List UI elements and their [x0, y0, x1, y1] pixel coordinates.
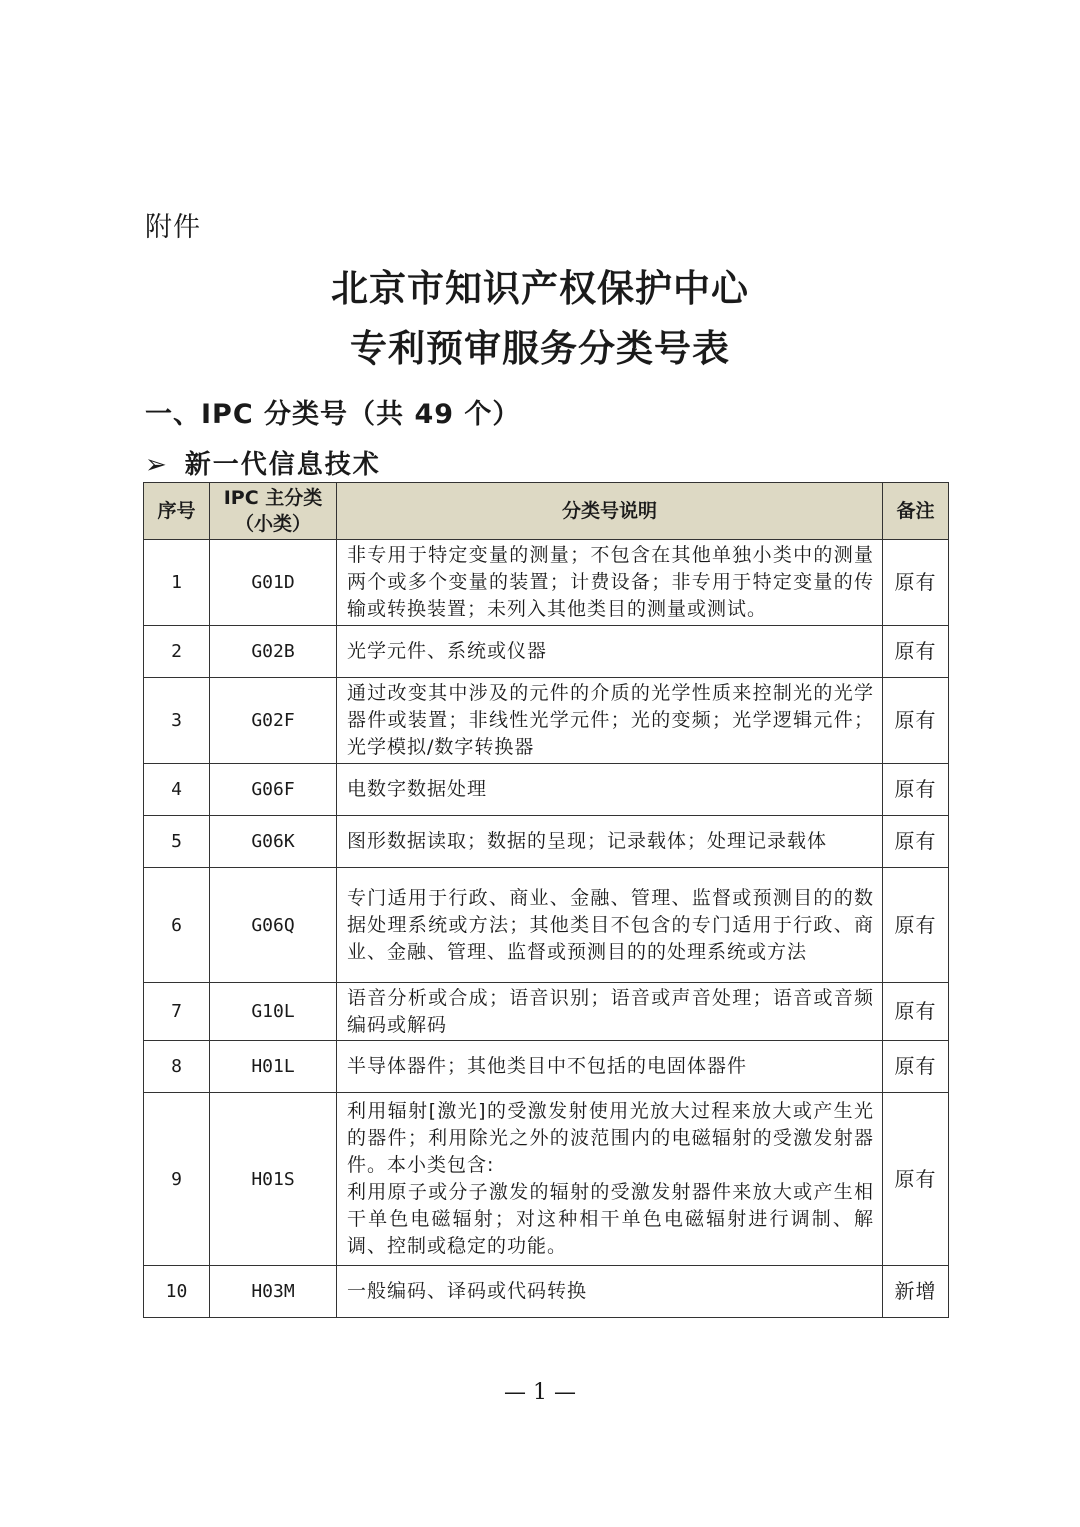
row-code: H01S — [210, 1093, 337, 1266]
row-desc: 半导体器件；其他类目中不包括的电固体器件 — [337, 1041, 883, 1093]
row-code: G10L — [210, 983, 337, 1041]
attachment-label: 附件 — [145, 212, 201, 243]
arrow-bullet-icon: ➢ — [145, 450, 169, 480]
section-heading: 一、IPC 分类号（共 49 个） — [145, 399, 521, 430]
table-row — [144, 1041, 949, 1093]
document-title-line2: 专利预审服务分类号表 — [350, 326, 730, 370]
row-no: 9 — [144, 1093, 210, 1266]
subsection-heading — [145, 444, 381, 481]
row-note: 原有 — [883, 868, 949, 983]
row-note: 原有 — [883, 626, 949, 678]
table-row — [144, 626, 949, 678]
header-code-line1: IPC 主分类 — [223, 487, 323, 509]
row-code: G02F — [210, 678, 337, 764]
table-row — [144, 1093, 949, 1266]
table-row — [144, 816, 949, 868]
row-no: 1 — [144, 540, 210, 626]
table-row — [144, 868, 949, 983]
row-no: 8 — [144, 1041, 210, 1093]
row-desc: 语音分析或合成；语音识别；语音或声音处理；语音或音频编码或解码 — [337, 983, 883, 1041]
row-code: G02B — [210, 626, 337, 678]
row-code: G01D — [210, 540, 337, 626]
row-desc: 一般编码、译码或代码转换 — [337, 1266, 883, 1318]
page-number: — 1 — — [504, 1380, 576, 1405]
row-no: 6 — [144, 868, 210, 983]
row-code: G06K — [210, 816, 337, 868]
subsection-label: 新一代信息技术 — [184, 450, 381, 480]
table-row — [144, 764, 949, 816]
row-code: H01L — [210, 1041, 337, 1093]
header-code-line2: （小类） — [234, 513, 311, 535]
row-note: 新增 — [883, 1266, 949, 1318]
row-code: H03M — [210, 1266, 337, 1318]
row-no: 2 — [144, 626, 210, 678]
header-desc: 分类号说明 — [337, 483, 883, 540]
row-desc: 通过改变其中涉及的元件的介质的光学性质来控制光的光学器件或装置；非线性光学元件；光的变频；光学逻辑元件；光学模拟/数字转换器 — [337, 678, 883, 764]
row-desc: 光学元件、系统或仪器 — [337, 626, 883, 678]
row-desc: 非专用于特定变量的测量；不包含在其他单独小类中的测量两个或多个变量的装置；计费设备；非专用于特定变量的传输或转换装置；未列入其他类目的测量或测试。 — [337, 540, 883, 626]
row-no: 5 — [144, 816, 210, 868]
row-note: 原有 — [883, 983, 949, 1041]
table-row — [144, 1266, 949, 1318]
table-header-row — [144, 483, 949, 540]
row-desc: 利用辐射[激光]的受激发射使用光放大过程来放大或产生光的器件；利用除光之外的波范围内的电磁辐射的受激发射器件。本小类包含: 利用原子或分子激发的辐射的受激发射器件来放大或产生相干单色电磁辐射；对这种相干单色电磁辐射进行调制、解调、控制或稳定的功能。 — [337, 1093, 883, 1266]
row-note: 原有 — [883, 678, 949, 764]
row-desc: 专门适用于行政、商业、金融、管理、监督或预测目的的数据处理系统或方法；其他类目不包含的专门适用于行政、商业、金融、管理、监督或预测目的的处理系统或方法 — [337, 868, 883, 983]
row-no: 3 — [144, 678, 210, 764]
row-no: 4 — [144, 764, 210, 816]
row-note: 原有 — [883, 1041, 949, 1093]
row-note: 原有 — [883, 1093, 949, 1266]
classification-table — [143, 482, 949, 1318]
header-note: 备注 — [883, 483, 949, 540]
row-note: 原有 — [883, 816, 949, 868]
table-row — [144, 983, 949, 1041]
row-code: G06Q — [210, 868, 337, 983]
header-no: 序号 — [144, 483, 210, 540]
row-desc: 图形数据读取；数据的呈现；记录载体；处理记录载体 — [337, 816, 883, 868]
document-title-line1: 北京市知识产权保护中心 — [331, 266, 749, 310]
row-code: G06F — [210, 764, 337, 816]
header-code — [210, 483, 337, 540]
table-row — [144, 540, 949, 626]
table-row — [144, 678, 949, 764]
row-note: 原有 — [883, 540, 949, 626]
row-note: 原有 — [883, 764, 949, 816]
row-no: 7 — [144, 983, 210, 1041]
row-no: 10 — [144, 1266, 210, 1318]
row-desc: 电数字数据处理 — [337, 764, 883, 816]
